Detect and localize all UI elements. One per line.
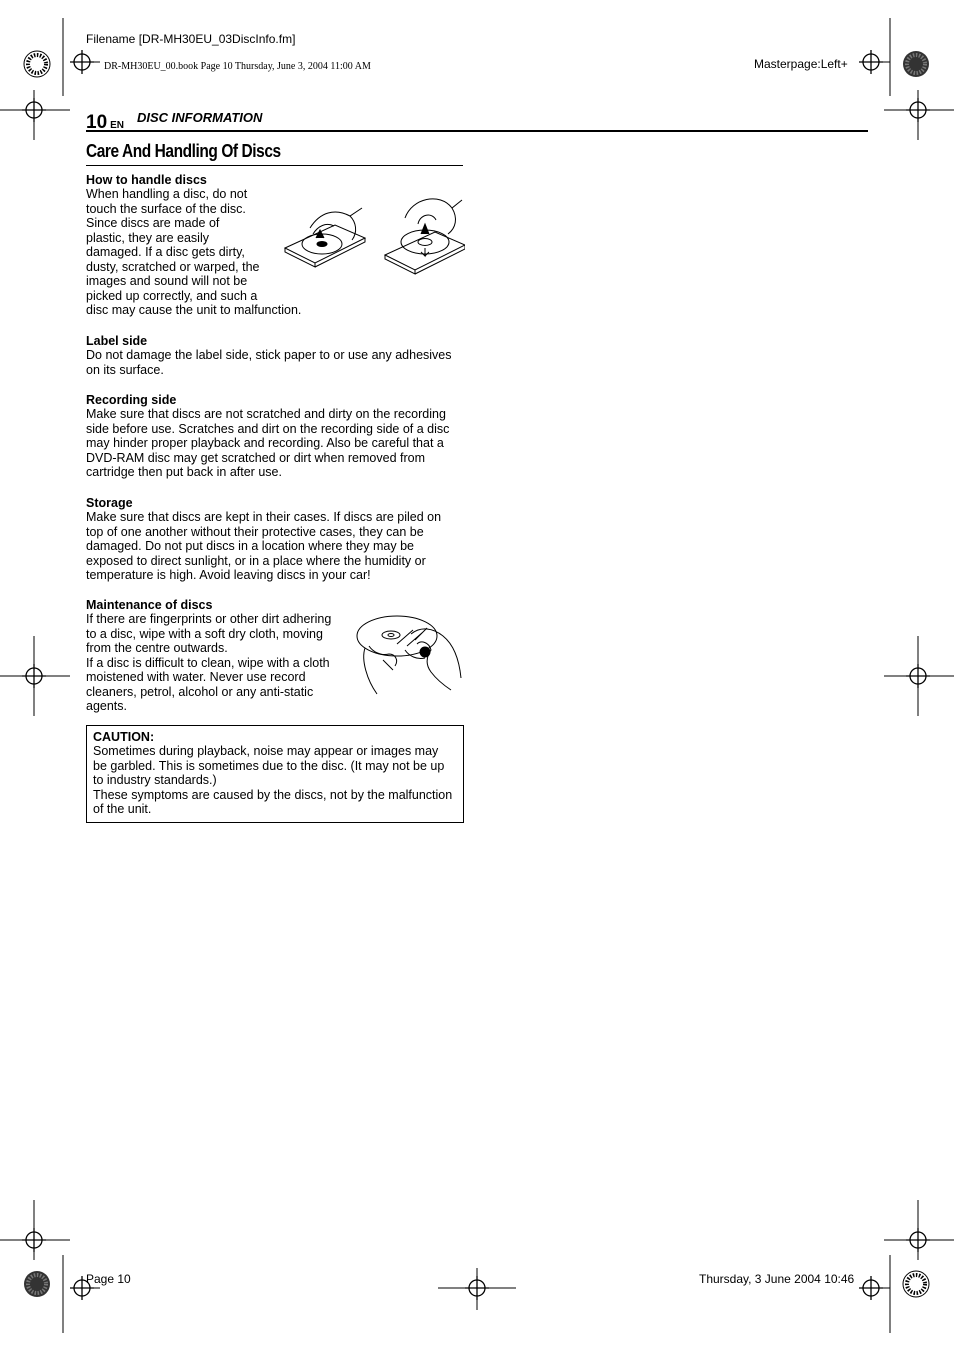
section-recording-side	[86, 393, 466, 480]
header-book-info: DR-MH30EU_00.book Page 10 Thursday, June 3, 2004 11:00 AM	[104, 61, 371, 72]
caution-line: Sometimes during playback, noise may appear or images may	[93, 744, 439, 758]
section-line: Make sure that discs are not scratched and dirty on the recording	[86, 407, 446, 421]
section-line: from the centre outwards.	[86, 641, 228, 655]
disc-cleaning-illustration	[355, 610, 465, 700]
section-heading: Recording side	[86, 393, 177, 407]
header-masterpage: Masterpage:Left+	[754, 57, 848, 71]
section-line: on its surface.	[86, 362, 164, 377]
section-line: dusty, scratched or warped, the	[86, 259, 260, 274]
header-filename: Filename [DR-MH30EU_03DiscInfo.fm]	[86, 32, 296, 46]
section-line: cleaners, petrol, alcohol or any anti-static	[86, 684, 314, 699]
section-line: When handling a disc, do not	[86, 187, 248, 201]
section-line: agents.	[86, 699, 128, 713]
caution-line: be garbled. This is sometimes due to the disc. (It may not be up	[93, 758, 445, 773]
section-line: cartridge then put back in after use.	[86, 465, 282, 479]
section-line: side before use. Scratches and dirt on the recording side of a disc	[86, 421, 450, 436]
footer-page: Page 10	[86, 1272, 131, 1286]
section-line: If there are fingerprints or other dirt adhering	[86, 612, 332, 626]
section-line: plastic, they are easily	[86, 230, 209, 245]
section-line: moistened with water. Never use record	[86, 670, 306, 684]
section-line: to a disc, wipe with a soft dry cloth, moving	[86, 626, 323, 641]
section-line: DVD-RAM disc may get scratched or dirt when removed from	[86, 450, 425, 465]
caution-line: These symptoms are caused by the discs, not by the malfunction	[93, 787, 453, 802]
section-heading: How to handle discs	[86, 173, 207, 187]
section-line: exposed to direct sunlight, or in a place where the humidity or	[86, 553, 426, 568]
page-number-value: 10	[86, 112, 108, 133]
section-line: may hinder proper playback and recording. Also be careful that a	[86, 436, 444, 450]
section-line: Since discs are made of	[86, 216, 220, 230]
page-title: Care And Handling Of Discs	[86, 141, 281, 161]
section-label-side	[86, 334, 466, 377]
section-header: DISC INFORMATION	[137, 110, 263, 125]
section-maintenance	[86, 598, 351, 714]
section-line: damaged. If a disc gets dirty,	[86, 245, 245, 259]
section-heading: Maintenance of discs	[86, 598, 213, 612]
section-line: Make sure that discs are kept in their cases. If discs are piled on	[86, 510, 442, 524]
section-line: top of one another without their protective cases, they can be	[86, 524, 424, 539]
caution-line: of the unit.	[93, 802, 152, 816]
header-rule	[86, 130, 868, 132]
section-storage	[86, 496, 466, 583]
section-heading: Label side	[86, 334, 148, 348]
page-lang: EN	[110, 120, 125, 131]
disc-tray-illustration	[280, 190, 465, 290]
title-rule	[86, 165, 463, 166]
caution-box	[86, 725, 464, 823]
caution-line: to industry standards.)	[93, 773, 217, 787]
section-line: picked up correctly, and such a	[86, 288, 258, 303]
section-line: Do not damage the label side, stick paper to or use any adhesives	[86, 348, 452, 362]
section-line: touch the surface of the disc.	[86, 201, 246, 216]
section-heading: Storage	[86, 496, 133, 510]
section-line: temperature is high. Avoid leaving discs in your car!	[86, 568, 371, 582]
section-line: If a disc is difficult to clean, wipe with a cloth	[86, 655, 330, 670]
section-line: damaged. Do not put discs in a location where they may be	[86, 539, 414, 553]
section-line: images and sound will not be	[86, 274, 248, 288]
section-line: disc may cause the unit to malfunction.	[86, 303, 302, 317]
footer-timestamp: Thursday, 3 June 2004 10:46	[699, 1272, 855, 1286]
caution-heading: CAUTION:	[93, 730, 155, 744]
